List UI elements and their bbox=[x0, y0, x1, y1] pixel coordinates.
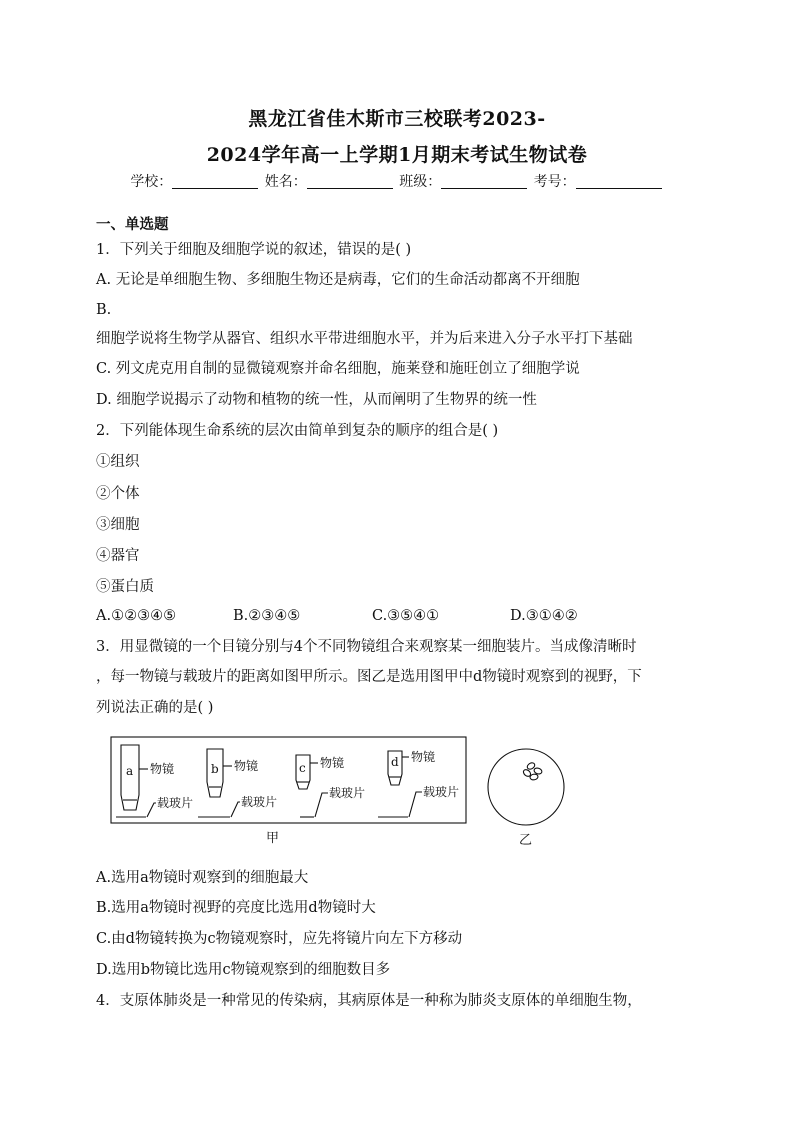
class-blank[interactable] bbox=[441, 174, 527, 189]
q1-stem: 1．下列关于细胞及细胞学说的叙述，错误的是( ) bbox=[96, 242, 412, 258]
exam-title-line1: 黑龙江省佳木斯市三校联考2023- bbox=[248, 108, 546, 130]
cells-cluster bbox=[522, 762, 543, 781]
exam-title-line2: 2024学年高一上学期1月期末考试生物试卷 bbox=[206, 144, 588, 166]
name-label: 姓名： bbox=[264, 174, 307, 190]
slide-label-a: 载玻片 bbox=[157, 796, 194, 810]
q1-option-d: D. 细胞学说揭示了动物和植物的统一性，从而阐明了生物界的统一性 bbox=[96, 392, 537, 408]
objective-lens-a bbox=[116, 745, 156, 817]
objective-label-a: 物镜 bbox=[150, 762, 175, 776]
exam-number-label: 考号： bbox=[533, 174, 576, 190]
q3-option-b: B.选用a物镜时视野的亮度比选用d物镜时大 bbox=[96, 900, 376, 916]
field-of-view-circle bbox=[488, 749, 564, 825]
q3-stem-line1: 3．用显微镜的一个目镜分别与4个不同物镜组合来观察某一细胞装片。当成像清晰时 bbox=[96, 639, 637, 655]
lens-letter-d: d bbox=[391, 755, 399, 769]
objective-label-d: 物镜 bbox=[411, 750, 436, 764]
q2-option-c: C.③⑤④① bbox=[372, 608, 440, 624]
q2-item: ⑤蛋白质 bbox=[96, 579, 154, 595]
q3-stem-line3: 列说法正确的是( ) bbox=[96, 700, 214, 716]
q2-item: ③细胞 bbox=[96, 517, 140, 533]
q2-item: ②个体 bbox=[96, 486, 140, 502]
lens-letter-a: a bbox=[126, 764, 134, 778]
section-title-single-choice: 一、单选题 bbox=[96, 216, 169, 233]
figure-caption-yi: 乙 bbox=[519, 833, 533, 848]
q2-option-d: D.③①④② bbox=[510, 608, 578, 624]
q2-option-b: B.②③④⑤ bbox=[233, 608, 301, 624]
q3-figure bbox=[108, 735, 578, 850]
slide-label-b: 载玻片 bbox=[241, 795, 278, 809]
exam-number-blank[interactable] bbox=[576, 174, 662, 189]
slide-label-c: 载玻片 bbox=[329, 786, 366, 800]
objective-label-c: 物镜 bbox=[320, 756, 345, 770]
figure-caption-jia: 甲 bbox=[266, 831, 280, 846]
lens-letter-c: c bbox=[299, 761, 306, 775]
q2-item: ①组织 bbox=[96, 454, 140, 470]
school-label: 学校： bbox=[130, 174, 173, 190]
q1-option-a: A. 无论是单细胞生物、多细胞生物还是病毒，它们的生命活动都离不开细胞 bbox=[96, 272, 580, 288]
q3-option-d: D.选用b物镜比选用c物镜观察到的细胞数目多 bbox=[96, 962, 391, 978]
school-blank[interactable] bbox=[172, 174, 258, 189]
lens-letter-b: b bbox=[211, 762, 219, 776]
q2-item: ④器官 bbox=[96, 548, 140, 564]
class-label: 班级： bbox=[399, 174, 442, 190]
student-info-row bbox=[0, 171, 794, 191]
q4-stem-line1: 4．支原体肺炎是一种常见的传染病，其病原体是一种称为肺炎支原体的单细胞生物， bbox=[96, 993, 642, 1009]
slide-label-d: 载玻片 bbox=[423, 785, 460, 799]
name-blank[interactable] bbox=[307, 174, 393, 189]
q3-option-c: C.由d物镜转换为c物镜观察时，应先将镜片向左下方移动 bbox=[96, 931, 463, 947]
q1-option-b-label: B. bbox=[96, 302, 112, 318]
objective-label-b: 物镜 bbox=[234, 759, 259, 773]
q1-option-b-text: 细胞学说将生物学从器官、组织水平带进细胞水平，并为后来进入分子水平打下基础 bbox=[96, 331, 633, 347]
q2-stem: 2．下列能体现生命系统的层次由简单到复杂的顺序的组合是( ) bbox=[96, 423, 499, 439]
q1-option-c: C. 列文虎克用自制的显微镜观察并命名细胞，施莱登和施旺创立了细胞学说 bbox=[96, 361, 580, 377]
q3-option-a: A.选用a物镜时观察到的细胞最大 bbox=[96, 870, 309, 886]
q2-option-a: A.①②③④⑤ bbox=[96, 608, 177, 624]
q3-stem-line2: ，每一物镜与载玻片的距离如图甲所示。图乙是选用图甲中d物镜时观察到的视野，下 bbox=[96, 669, 642, 685]
